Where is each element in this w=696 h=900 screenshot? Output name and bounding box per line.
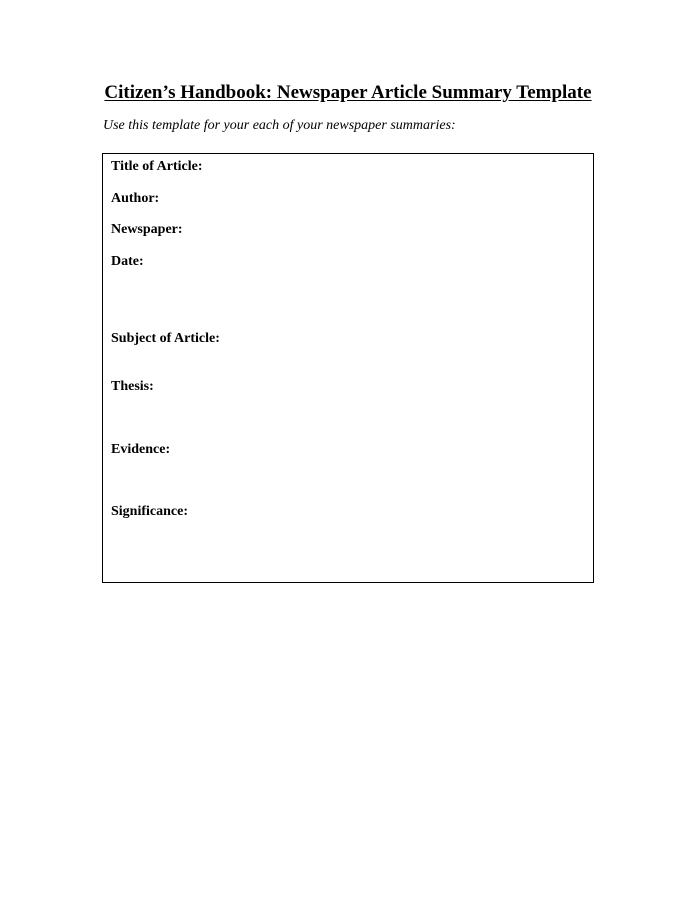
- field-label-title-of-article: Title of Article:: [111, 159, 203, 174]
- field-label-thesis: Thesis:: [111, 379, 154, 394]
- field-label-author: Author:: [111, 191, 160, 206]
- field-label-newspaper: Newspaper:: [111, 222, 183, 237]
- field-label-date: Date:: [111, 254, 144, 269]
- field-label-subject-of-article: Subject of Article:: [111, 331, 220, 346]
- summary-form-box: [102, 153, 594, 583]
- field-label-significance: Significance:: [111, 504, 188, 519]
- instruction-text: Use this template for your each of your newspaper summaries:: [103, 118, 456, 133]
- field-label-evidence: Evidence:: [111, 442, 171, 457]
- document-title: Citizen’s Handbook: Newspaper Article Summary Template: [104, 82, 592, 103]
